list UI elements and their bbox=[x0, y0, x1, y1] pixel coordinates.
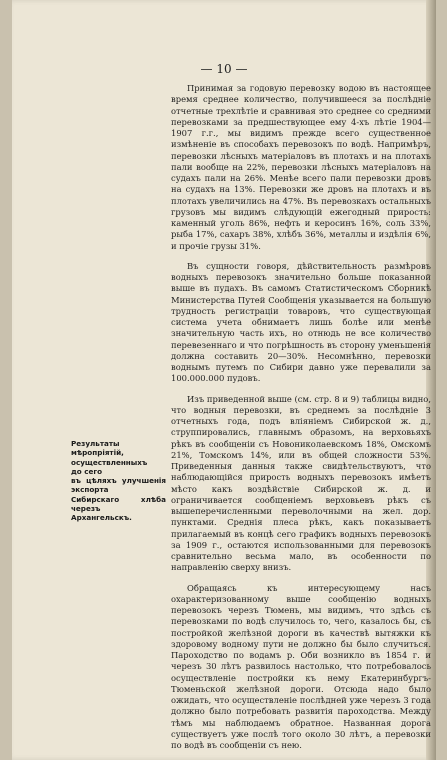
margin-line: Архангельскъ. bbox=[71, 513, 132, 523]
margin-heading bbox=[71, 439, 166, 523]
main-text bbox=[171, 83, 431, 760]
margin-line: мѣропріятій, bbox=[71, 448, 124, 458]
paragraph-1: Принимая за годовую перевозку водою въ настоящее время среднее количество, получившееся за послѣдніе отчетные трехлѣтіе и сравнивая это среднее со средними перевозками за предшествующее ему 4-хъ лѣтіе 1904—1907 г.г., мы видимъ прежде всего существенное измѣненіе въ способахъ перевозокъ по водѣ. Напримѣръ, перевозки лѣсныхъ матеріаловъ въ плотахъ и на плотахъ пали вообще на 22%, перевозки лѣсныхъ матеріаловъ на судахъ пали на 26%. Менѣе всего пали перевозки дровъ на судахъ на 13%. Перевозки же дровъ на плотахъ и въ плотахъ увеличились на 47%. Въ перевозкахъ остальныхъ грузовъ мы видимъ слѣдующій ежегодный прирость: каменный уголь 86%, нефть и керосинъ 16%, соль 33%, рыба 17%, сахаръ 38%, хлѣбъ 36%, металлы и издѣлія 6%, и прочіе грузы 31%. bbox=[171, 83, 431, 251]
margin-line: до сего bbox=[71, 466, 103, 476]
margin-line: Сибирскаго хлѣба черезъ bbox=[71, 494, 166, 514]
book-page bbox=[12, 0, 436, 760]
paragraph-4: Обращаясь къ интересующему насъ охарактеризованному выше сообщенію водныхъ перевозокъ черезъ Тюмень, мы видимъ, что здѣсь съ перевозками по водѣ случилось то, чего, казалось бы, съ постройкой желѣзной дороги въ качествѣ вытяжки къ здоровому водному пути не должно бы было случиться. Пароходство по водамъ р. Оби возникло въ 1854 г. и черезъ 30 лѣтъ развилось настолько, что потребовалось осуществленіе постройки къ нему Екатеринбургъ-Тюменьской желѣзной дороги. Отсюда надо было ожидать, что осуществленіе послѣдней уже черезъ 3 года должно было потребовать развитія пароходства. Между тѣмъ мы наблюдаемъ обратное. Названная дорога существуетъ уже послѣ того около 30 лѣтъ, а перевозки по водѣ въ сообщеніи съ нею. bbox=[171, 582, 431, 750]
paragraph-3: Изъ приведенной выше (см. стр. 8 и 9) таблицы видно, что водныя перевозки, въ среднемъ за послѣдніе 3 отчетныхъ года, подъ вліяніемъ Сибирской ж. д., струппировались, главнымъ образомъ, на верховьяхъ рѣкъ въ сообщеніи съ Новониколаевскомъ 18%, Омскомъ 21%, Томскомъ 14%, или въ общей сложности 53%. Приведенныя данныя также свидѣтельствуютъ, что наблюдающійся прирость водныхъ перевозокъ имѣетъ мѣсто какъ воздѣйствіе Сибирской ж. д. и ограничивается сообщеніемъ верховьевъ рѣкъ съ вышеперечисленными переволочными на жел. дор. пунктами. Среднія плеса рѣкъ, какъ показываетъ прилагаемый въ концѣ сего графикъ водныхъ перевозокъ за 1909 г., остаются использованными для перевозокъ сравнительно весьма мало, въ особенности по направленію сверху внизъ. bbox=[171, 393, 431, 573]
margin-line: въ цѣляхъ улучшенія экспорта bbox=[71, 476, 166, 495]
margin-line: Результаты bbox=[71, 439, 120, 448]
page-number: — 10 — bbox=[200, 62, 248, 76]
margin-line: осуществленныхъ bbox=[71, 457, 148, 467]
paragraph-2: Въ сущности говоря, дѣйствительность размѣровъ водныхъ перевозокъ значительно больше показанной выше въ пудахъ. Въ самомъ Статистическомъ Сборникѣ Министерства Путей Сообщенія указывается на большую трудность регистраціи товаровъ, что существующая система учета обнимаетъ лишь болѣе или менѣе значительную часть ихъ, но отнюдь не все количество перевезеннаго и что погрѣшность въ сторону уменьшенія должна составить 20—30%. Несомнѣнно, перевозки воднымъ путемъ по Сибири давно уже перевалили за 100.000.000 пудовъ. bbox=[171, 260, 431, 384]
